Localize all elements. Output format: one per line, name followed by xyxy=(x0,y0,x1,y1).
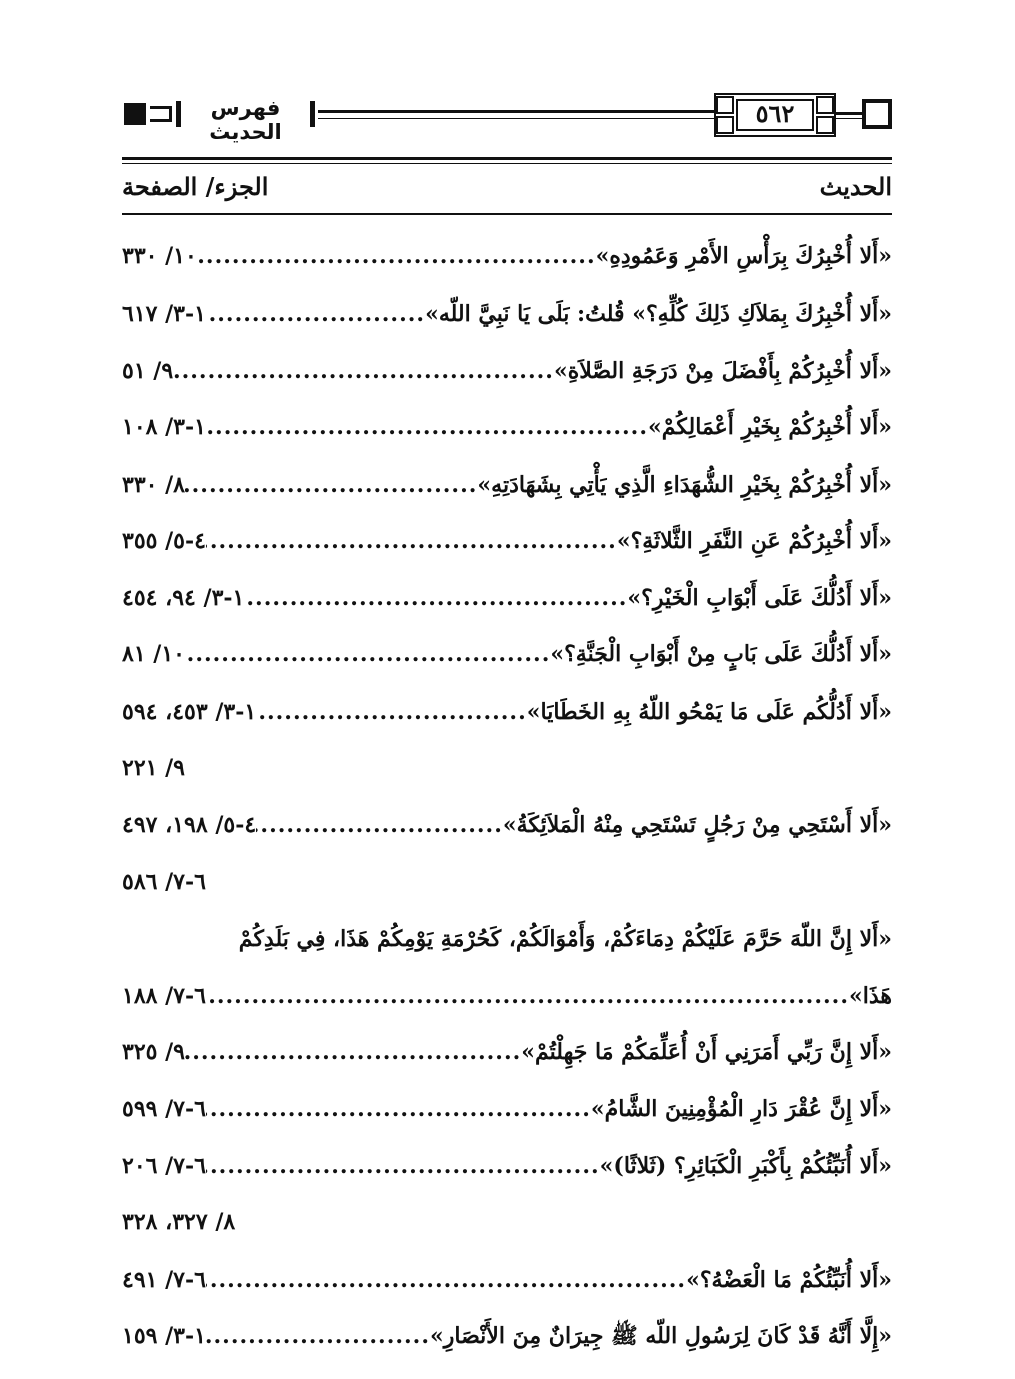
hadith-text: «أَلا أُخْبِرُكُمْ عَنِ النَّفَرِ الثَّلاثَةِ؟» xyxy=(616,528,892,554)
index-entry-continuation xyxy=(122,746,892,790)
header-ornament-square xyxy=(862,99,892,129)
index-entry xyxy=(122,690,892,734)
leader-dots xyxy=(256,803,503,847)
header-rule xyxy=(836,118,862,119)
leader-dots xyxy=(206,1258,686,1302)
volume-page-ref: ٨/ ٣٢٧، ٣٢٨ xyxy=(122,1209,236,1235)
header-rule xyxy=(318,118,714,119)
leader-dots xyxy=(244,576,627,620)
index-entry xyxy=(122,405,892,449)
volume-page-ref: ٦-٧/ ١٨٨ xyxy=(122,983,206,1009)
leader-dots xyxy=(185,463,477,507)
volume-page-ref: ٩/ ٣٢٥ xyxy=(122,1039,185,1065)
hadith-text: «أَلا أُخْبِرُكُمْ بِأَفْضَلَ مِنْ دَرَجَةِ الصَّلاَةِ» xyxy=(553,358,892,384)
hadith-text: «أَلا أُنَبِّئُكُمْ مَا الْعَضْهُ؟» xyxy=(686,1267,892,1293)
volume-page-ref: ٦-٧/ ٢٠٦ xyxy=(122,1153,206,1179)
heading-rule xyxy=(122,213,892,215)
hadith-text: «أَلا إِنَّ عُقْرَ دَارِ الْمُؤْمِنِينَ الشَّامُ» xyxy=(590,1096,892,1122)
volume-page-ref: ١-٣/ ١٠٨ xyxy=(122,414,206,440)
leader-dots xyxy=(185,1030,521,1074)
header-rule xyxy=(318,110,714,113)
volume-page-ref: ١٠/ ٨١ xyxy=(122,641,185,667)
leader-dots xyxy=(173,349,554,393)
index-entry xyxy=(122,234,892,278)
volume-page-ref: ٦-٧/ ٤٩١ xyxy=(122,1267,206,1293)
volume-page-ref: ٤-٥/ ٣٥٥ xyxy=(122,528,206,554)
volume-page-ref: ٦-٧/ ٥٩٩ xyxy=(122,1096,206,1122)
leader-dots xyxy=(206,1144,600,1188)
index-entry xyxy=(122,1030,892,1074)
index-entry-continuation xyxy=(122,1200,892,1244)
column-heading-volume-page: الجزء/ الصفحة xyxy=(122,172,269,201)
index-entry xyxy=(122,519,892,563)
hadith-text: «أَلا أُخْبِرُكُمْ بِخَيْرِ الشُّهَدَاءِ الَّذِي يَأْتِي بِشَهَادَتِهِ» xyxy=(477,472,892,498)
leader-dots xyxy=(206,974,849,1018)
index-entry xyxy=(122,576,892,620)
hadith-text: «أَلا أُخْبِرُكُمْ بِخَيْرِ أَعْمَالِكُمْ» xyxy=(648,414,892,440)
index-entry xyxy=(122,463,892,507)
hadith-text: «أَلا أُخْبِرُكَ بِرَأْسِ الأَمْرِ وَعَمُودِهِ» xyxy=(595,243,892,269)
hadith-text: «أَلا أَدُلُّكَ عَلَى أَبْوَابِ الْخَيْرِ؟» xyxy=(627,585,892,611)
hadith-text: «أَلا أَدُلُّكُم عَلَى مَا يَمْحُو اللّهُ بِهِ الخَطَايَا» xyxy=(526,699,892,725)
leader-dots xyxy=(185,632,550,676)
hadith-text: «إِلَّا أَنَّهُ قَدْ كَانَ لِرَسُولِ اللّه ﷺ جِيرَانٌ مِنَ الأَنْصَارِ» xyxy=(430,1323,892,1349)
volume-page-ref: ٩/ ٢٢١ xyxy=(122,755,185,781)
volume-page-ref: ٩/ ٥١ xyxy=(122,358,174,384)
header-ornament xyxy=(150,106,172,122)
hadith-text: «أَلا أُخْبِرُكَ بِمَلاَكِ ذَلِكَ كُلِّهِ؟» قُلتُ: بَلَى يَا نَبِيَّ اللّه» xyxy=(425,301,892,327)
index-entry-first-line xyxy=(192,917,892,961)
hadith-text: «أَلا أَسْتَحِي مِنْ رَجُلٍ تَسْتَحِي مِنْهُ الْمَلاَئِكَةُ» xyxy=(502,812,892,838)
leader-dots xyxy=(256,690,527,734)
leader-dots xyxy=(206,1087,591,1131)
volume-page-ref: ٤-٥/ ١٩٨، ٤٩٧ xyxy=(122,812,257,838)
hadith-text: «أَلا أُنَبِّئُكُمْ بِأَكْبَرِ الْكَبَائِرِ؟ (ثَلاثًا)» xyxy=(599,1153,892,1179)
index-entry xyxy=(122,1314,892,1358)
page-number-frame xyxy=(714,93,836,137)
page-number: ٥٦٢ xyxy=(755,99,795,128)
index-entry-continuation xyxy=(122,860,892,904)
leader-dots xyxy=(206,1314,430,1358)
volume-page-ref: ٦-٧/ ٥٨٦ xyxy=(122,869,206,895)
volume-page-ref: ١٠/ ٣٣٠ xyxy=(122,243,197,269)
index-entry xyxy=(122,1087,892,1131)
header-ornament-block xyxy=(124,103,146,125)
top-rule-thin xyxy=(122,163,892,164)
volume-page-ref: ١-٣/ ٩٤، ٤٥٤ xyxy=(122,585,245,611)
header-rule xyxy=(836,112,862,115)
running-title: فهرس الحديث xyxy=(209,96,282,144)
leader-dots xyxy=(206,519,617,563)
index-entry xyxy=(122,1258,892,1302)
volume-page-ref: ١-٣/ ٤٥٣، ٥٩٤ xyxy=(122,699,257,725)
hadith-text: «أَلا إِنَّ اللّهَ حَرَّمَ عَلَيْكُمْ دِمَاءَكُمْ، وَأَمْوَالَكُمْ، كَحُرْمَةِ يَوْمِكُمْ هَذَا، فِي بَلَدِكُمْ xyxy=(238,926,892,952)
leader-dots xyxy=(206,292,425,336)
header-bar xyxy=(310,101,315,127)
index-entry xyxy=(122,974,892,1018)
volume-page-ref: ٨/ ٣٣٠ xyxy=(122,472,185,498)
leader-dots xyxy=(206,405,648,449)
volume-page-ref: ١-٣/ ٦١٧ xyxy=(122,301,206,327)
hadith-text: «أَلا إِنَّ رَبِّي أَمَرَنِي أَنْ أُعَلِّمَكُمْ مَا جَهِلْتُمْ» xyxy=(521,1039,892,1065)
index-entry xyxy=(122,1144,892,1188)
index-entry xyxy=(122,632,892,676)
top-rule xyxy=(122,157,892,160)
header-bar xyxy=(176,101,181,127)
volume-page-ref: ١-٣/ ١٥٩ xyxy=(122,1323,206,1349)
index-entry xyxy=(122,292,892,336)
index-entry xyxy=(122,803,892,847)
hadith-text: «أَلا أَدُلُّكَ عَلَى بَابٍ مِنْ أَبْوَابِ الْجَنَّةِ؟» xyxy=(550,641,892,667)
hadith-text: هَذَا» xyxy=(848,983,892,1009)
column-heading-hadith: الحديث xyxy=(819,172,892,201)
index-entry xyxy=(122,349,892,393)
leader-dots xyxy=(197,234,596,278)
